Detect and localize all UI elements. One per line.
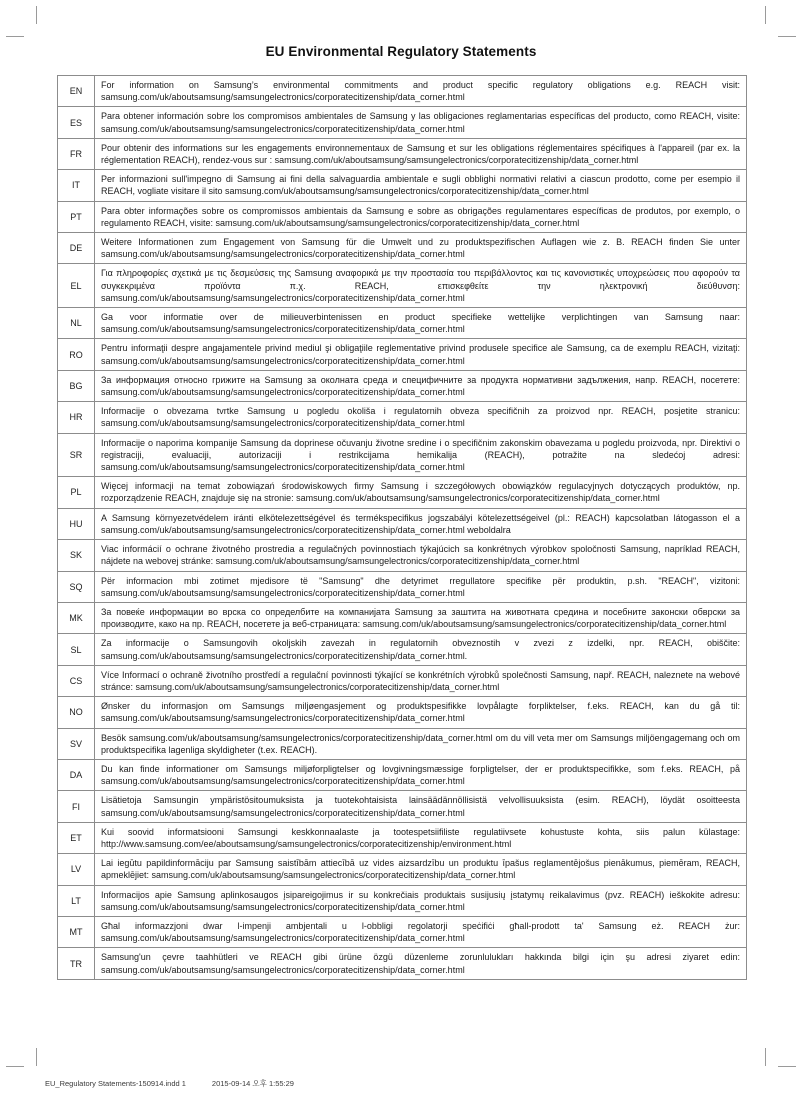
table-row xyxy=(58,76,747,107)
statement-text: Za informacije o Samsungovih okoljskih zavezah in regulatornih obveznostih v zvezi z izdelki, npr. REACH, obiščite: samsung.com/uk/aboutsamsung/samsungelectronics/corporatecitizenship/data_corner.html. xyxy=(95,634,747,665)
language-code: MT xyxy=(58,916,95,947)
statement-text: Více Informací o ochraně životního prostředí a regulační povinnosti týkající se konkrétních výrobků společnosti Samsung, např. REACH, naleznete na webové stránce: samsung.com/uk/aboutsamsung/samsungelectronics/corporatecitizenship/data_corner.html xyxy=(95,665,747,696)
language-code: IT xyxy=(58,170,95,201)
crop-mark-icon xyxy=(765,1048,766,1066)
statement-text: Du kan finde informationer om Samsungs miljøforpligtelser og lovgivningsmæssige forpligtelser, der er produktspecifikke, som f.eks. REACH, på samsung.com/uk/aboutsamsung/samsungelectronics/corporatecitizenship/data_corner.html xyxy=(95,759,747,790)
language-code: MK xyxy=(58,602,95,633)
language-code: FI xyxy=(58,791,95,822)
statement-text: Weitere Informationen zum Engagement von Samsung für die Umwelt und zu produktspezifischen Auflagen wie z. B. REACH finden Sie unter samsung.com/uk/aboutsamsung/samsungelectronics/corporatecitizenship/data_corner.html xyxy=(95,233,747,264)
language-code: HU xyxy=(58,508,95,539)
language-code: PL xyxy=(58,477,95,508)
table-row xyxy=(58,370,747,401)
table-row xyxy=(58,728,747,759)
statement-text: Besök samsung.com/uk/aboutsamsung/samsungelectronics/corporatecitizenship/data_corner.html om du vill veta mer om Samsungs miljöengagemang och om produktspecifika lagenliga skyldigheter (t.ex. REACH). xyxy=(95,728,747,759)
table-row xyxy=(58,339,747,370)
statement-text: Samsung'un çevre taahhütleri ve REACH gibi ürüne özgü düzenleme zorunlulukları hakkında bilgi için şu adresi ziyaret edin: samsung.com/uk/aboutsamsung/samsungelectronics/corporatecitizenship/data_corner.html xyxy=(95,948,747,979)
language-code: ES xyxy=(58,107,95,138)
table-row xyxy=(58,402,747,433)
table-row xyxy=(58,233,747,264)
table-row xyxy=(58,759,747,790)
table-row xyxy=(58,634,747,665)
statement-text: For information on Samsung’s environmental commitments and product specific regulatory obligations e.g. REACH visit: samsung.com/uk/aboutsamsung/samsungelectronics/corporatecitizenship/data_corner.html xyxy=(95,76,747,107)
language-code: SR xyxy=(58,433,95,477)
language-code: SQ xyxy=(58,571,95,602)
statement-text: Viac informácií o ochrane životného prostredia a regulačných povinnostiach týkajúcich sa konkrétnych výrobkov spoločnosti Samsung, napríklad REACH, nájdete na webovej stránke: samsung.com/uk/aboutsamsung/samsungelectronics/corporatecitizenship/data_corner.html xyxy=(95,540,747,571)
crop-mark-icon xyxy=(765,6,766,24)
crop-mark-icon xyxy=(36,1048,37,1066)
table-row xyxy=(58,948,747,979)
table-row xyxy=(58,477,747,508)
page-title: EU Environmental Regulatory Statements xyxy=(265,44,537,59)
language-code: LT xyxy=(58,885,95,916)
language-code: CS xyxy=(58,665,95,696)
table-row xyxy=(58,791,747,822)
table-row xyxy=(58,433,747,477)
footer-timestamp: 2015-09-14 오후 1:55:29 xyxy=(211,1079,294,1088)
crop-mark-icon xyxy=(778,36,796,37)
statement-text: Kui soovid informatsiooni Samsungi keskkonnaalaste ja tootespetsiifiliste regulatiivsete kohustuste kohta, siis palun külastage: http://www.samsung.com/ee/aboutsamsung/samsungelectronics/corporatecitizenship/environment.html xyxy=(95,822,747,853)
print-footer xyxy=(45,1078,294,1089)
table-row xyxy=(58,571,747,602)
table-row xyxy=(58,822,747,853)
language-code: SV xyxy=(58,728,95,759)
table-row xyxy=(58,264,747,308)
statement-text: Ønsker du informasjon om Samsungs miljøengasjement og produktspesifikke lovpålagte forpliktelser, f.eks. REACH, kan du gå til: samsung.com/uk/aboutsamsung/samsungelectronics/corporatecitizenship/data_corner.html xyxy=(95,697,747,728)
statement-text: Więcej informacji na temat zobowiązań środowiskowych firmy Samsung i szczegółowych obowiązków regulacyjnych dotyczących produktów, np. rozporządzenie REACH, znajduje się na stronie: samsung.com/uk/aboutsamsung/samsungelectronics/corporatecitizenship/data_corner.html xyxy=(95,477,747,508)
statement-text: Ga voor informatie over de milieuverbintenissen en product specifieke wettelijke verplichtingen van Samsung naar: samsung.com/uk/aboutsamsung/samsungelectronics/corporatecitizenship/data_corner.html xyxy=(95,308,747,339)
language-code: NL xyxy=(58,308,95,339)
statement-text: Per informazioni sull'impegno di Samsung ai fini della salvaguardia ambientale e sugli obblighi normativi relativi a ciascun prodotto, come per esempio il REACH, vogliate visitare il sito samsung.com/uk/aboutsamsung/samsungelectronics/corporatecitizenship/data_corner.html xyxy=(95,170,747,201)
language-code: FR xyxy=(58,138,95,169)
statement-text: Lai iegūtu papildinformāciju par Samsung saistībām attiecībā uz vides aizsardzību un produktu īpašus reglamentējošus pienākumus, piemēram, REACH, apmeklējiet: samsung.com/uk/aboutsamsung/samsungelectronics/corporatecitizenship/data_corner.html xyxy=(95,854,747,885)
language-code: DE xyxy=(58,233,95,264)
statement-text: Informacijos apie Samsung aplinkosaugos įsipareigojimus ir su konkrečiais produktais susijusių įstatymų reikalavimus (pvz. REACH) ieškokite adresu: samsung.com/uk/aboutsamsung/samsungelectronics/corporatecitizenship/data_corner.html xyxy=(95,885,747,916)
language-code: SL xyxy=(58,634,95,665)
table-row xyxy=(58,854,747,885)
statement-text: A Samsung környezetvédelem iránti elkötelezettségével és termékspecifikus jogszabályi kötelezettségeivel (pl.: REACH) kapcsolatban látogasson el a samsung.com/uk/aboutsamsung/samsungelectronics/corporatecitizenship/data_corner.html weboldalra xyxy=(95,508,747,539)
table-row xyxy=(58,602,747,633)
language-code: ET xyxy=(58,822,95,853)
statement-text: Për informacion mbi zotimet mjedisore të "Samsung" dhe detyrimet rregullatore specifike për produktin, p.sh. "REACH", vizitoni: samsung.com/uk/aboutsamsung/samsungelectronics/corporatecitizenship/data_corner.html xyxy=(95,571,747,602)
statement-text: За повеќе информации во врска со определбите на компанијата Samsung за заштита на животната средина и посебните законски обврски за производите, како на пр. REACH, посетете ја веб-страницата: samsung.com/uk/aboutsamsung/samsungelectronics/corporatecitizenship/data_corner.html xyxy=(95,602,747,633)
language-code: RO xyxy=(58,339,95,370)
table-row xyxy=(58,885,747,916)
statement-text: Pentru informaţii despre angajamentele privind mediul şi obligaţiile reglementative privind produsele specifice ale Samsung, ca de exemplu REACH, vizitaţi: samsung.com/uk/aboutsamsung/samsungelectronics/corporatecitizenship/data_corner.html xyxy=(95,339,747,370)
statement-text: Para obtener información sobre los compromisos ambientales de Samsung y las obligaciones reglamentarias específicas del producto, como REACH, visite: samsung.com/uk/aboutsamsung/samsungelectronics/corporatecitizenship/data_corner.html xyxy=(95,107,747,138)
statement-text: Lisätietoja Samsungin ympäristösitoumuksista ja tuotekohtaisista lainsäädännöllisistä velvollisuuksista (esim. REACH), löydät osoitteesta samsung.com/uk/aboutsamsung/samsungelectronics/corporatecitizenship/data_corner.html xyxy=(95,791,747,822)
table-row xyxy=(58,138,747,169)
crop-mark-icon xyxy=(36,6,37,24)
crop-mark-icon xyxy=(6,36,24,37)
statement-text: Informacije o obvezama tvrtke Samsung u pogledu okoliša i regulatornih obveza specifičnih za proizvod npr. REACH, posjetite stranicu: samsung.com/uk/aboutsamsung/samsungelectronics/corporatecitizenship/data_corner.html xyxy=(95,402,747,433)
table-row xyxy=(58,308,747,339)
crop-mark-icon xyxy=(6,1066,24,1067)
language-code: HR xyxy=(58,402,95,433)
statement-text: Informacije o naporima kompanije Samsung da doprinese očuvanju životne sredine i o specifičnim zakonskim obavezama u pogledu proizvoda, npr. Direktivi o registraciji, evaluaciji, autorizaciji i restrikcijama hemikalija (REACH), potražite na sledećoj adresi: samsung.com/uk/aboutsamsung/samsungelectronics/corporatecitizenship/data_corner.html xyxy=(95,433,747,477)
statement-text: Pour obtenir des informations sur les engagements environnementaux de Samsung et sur les obligations réglementaires spécifiques à l'appareil (par ex. la réglementation REACH), rendez-vous sur : samsung.com/uk/aboutsamsung/samsungelectronics/corporatecitizenship/data_corner.html xyxy=(95,138,747,169)
table-row xyxy=(58,107,747,138)
table-row xyxy=(58,697,747,728)
table-row xyxy=(58,540,747,571)
language-code: EL xyxy=(58,264,95,308)
language-code: PT xyxy=(58,201,95,232)
language-code: NO xyxy=(58,697,95,728)
regulatory-statements-table xyxy=(57,75,747,980)
language-code: EN xyxy=(58,76,95,107)
table-row xyxy=(58,170,747,201)
table-row xyxy=(58,665,747,696)
footer-filename: EU_Regulatory Statements-150914.indd 1 xyxy=(45,1079,186,1088)
language-code: SK xyxy=(58,540,95,571)
statement-text: Għal informazzjoni dwar l-impenji ambjentali u l-obbligi regolatorji speċifiċi għall-prodott ta' Samsung eż. REACH żur: samsung.com/uk/aboutsamsung/samsungelectronics/corporatecitizenship/data_corner.html xyxy=(95,916,747,947)
statement-text: За информация относно грижите на Samsung за околната среда и специфичните за продукта нормативни задължения, напр. REACH, посетете: samsung.com/uk/aboutsamsung/samsungelectronics/corporatecitizenship/data_corner.html xyxy=(95,370,747,401)
language-code: DA xyxy=(58,759,95,790)
language-code: LV xyxy=(58,854,95,885)
statement-text: Για πληροφορίες σχετικά με τις δεσμεύσεις της Samsung αναφορικά με την προστασία του περιβάλλοντος και τις κανονιστικές υποχρεώσεις που αφορούν τα συγκεκριμένα προϊόντα π.χ. REACH, επισκεφθείτε την ηλεκτρονική διεύθυνση: samsung.com/uk/aboutsamsung/samsungelectronics/corporatecitizenship/data_corner.html xyxy=(95,264,747,308)
crop-mark-icon xyxy=(778,1066,796,1067)
language-code: BG xyxy=(58,370,95,401)
table-row xyxy=(58,508,747,539)
table-row xyxy=(58,916,747,947)
language-code: TR xyxy=(58,948,95,979)
statement-text: Para obter informações sobre os compromissos ambientais da Samsung e sobre as obrigações regulamentares específicas de produtos, por exemplo, o regulamento REACH, visite: samsung.com/uk/aboutsamsung/samsungelectronics/corporatecitizenship/data_corner.html xyxy=(95,201,747,232)
table-row xyxy=(58,201,747,232)
